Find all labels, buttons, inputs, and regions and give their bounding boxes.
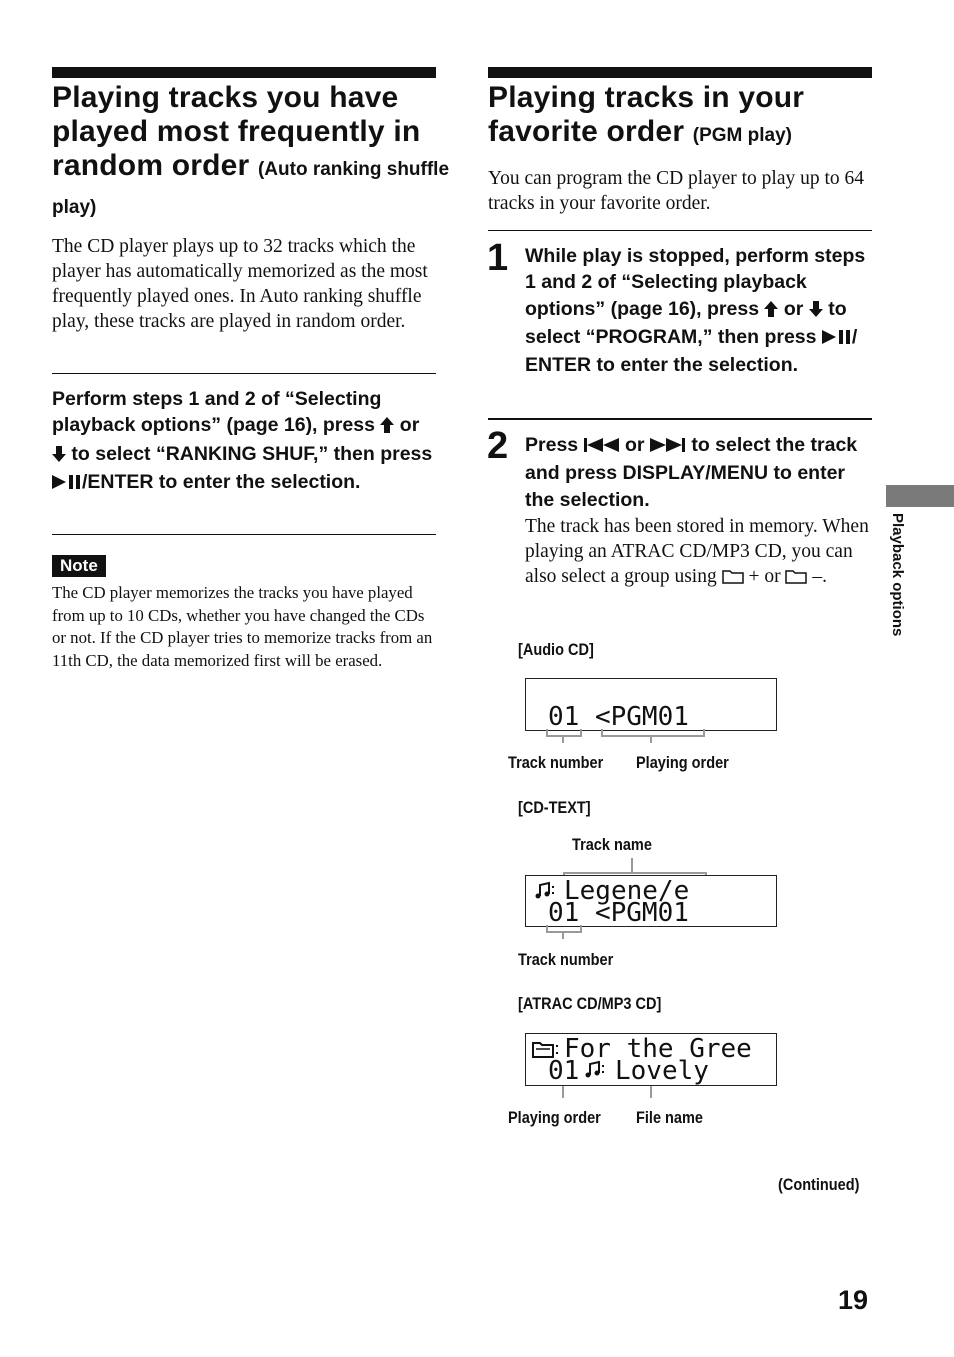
step-2-text (525, 432, 875, 513)
right-title-sub: (PGM play) (692, 125, 792, 146)
atrac-line-1: For the Gree (564, 1034, 752, 1064)
atrac-file-name-label: File name (636, 1109, 703, 1127)
down-arrow-icon (52, 443, 66, 469)
left-title-sub: (Auto ranking shuffle play) (52, 159, 450, 218)
cd-text-track-name-stem (631, 858, 633, 872)
cd-text-track-number-stem (562, 931, 564, 939)
audio-playing-order-bracket (601, 729, 705, 737)
cd-text-track-number-label: Track number (518, 951, 614, 969)
atrac-playing-order-stem (562, 1086, 564, 1098)
audio-track-number-label: Track number (508, 754, 604, 772)
note-text: The CD player memorizes the tracks you have played from up to 10 CDs, whether you have changed the CDs or not. If the CD player tries to memorize tracks from an 11th CD, the data memorized first will be erased. (52, 583, 433, 670)
left-rule-bottom (52, 534, 436, 535)
step-1-part3: to select “PROGRAM,” then press (525, 297, 847, 348)
step-2-body1: The track has been stored in memory. When playing an ATRAC CD/MP3 CD, you can also select a group using (525, 516, 869, 587)
folder-icon (722, 566, 744, 591)
down-arrow-icon (809, 298, 823, 324)
audio-playing-order-label: Playing order (636, 754, 729, 772)
previous-track-icon (584, 434, 620, 460)
cd-text-line-1: Legene/e (564, 876, 690, 906)
page-number: 19 (838, 1285, 869, 1315)
folder-icon (785, 566, 807, 591)
cd-text-display (525, 875, 777, 927)
audio-cd-line-1: 01 <PGM01 (548, 702, 689, 732)
step-2-body3: –. (807, 566, 827, 587)
left-instruction-part2: or (394, 414, 420, 437)
left-instruction (52, 386, 436, 497)
right-rule-2 (488, 418, 872, 420)
step-2-part3: to select the track and press DISPLAY/MENU to enter the selection. (525, 434, 858, 511)
atrac-line-2-number: 01 (548, 1056, 580, 1086)
left-instruction-part1: Perform steps 1 and 2 of “Selecting playback options” (page 16), press (52, 388, 382, 437)
right-intro: You can program the CD player to play up to 64 tracks in your favorite order. (488, 168, 865, 214)
continued-label: (Continued) (778, 1176, 860, 1194)
step-1-part2: or (778, 297, 809, 320)
audio-cd-display (525, 678, 777, 731)
right-title-bar (488, 67, 872, 78)
audio-cd-heading: [Audio CD] (518, 641, 594, 659)
left-instruction-part4: /ENTER to enter the selection. (82, 470, 361, 493)
right-section-title (488, 81, 888, 153)
left-instruction-part3: to select “RANKING SHUF,” then press (66, 442, 433, 465)
step-2-body2: + or (743, 566, 786, 587)
atrac-display (525, 1033, 777, 1086)
step-2-body (525, 514, 870, 591)
left-title-bar (52, 67, 436, 78)
step-2-part1: Press (525, 434, 584, 456)
step-1-number: 1 (487, 237, 509, 279)
step-2-part2: or (619, 434, 650, 456)
left-title-main: Playing tracks you have played most frequently in random order (52, 81, 421, 182)
step-2-number: 2 (487, 425, 509, 467)
audio-track-number-bracket (546, 729, 582, 737)
up-arrow-icon (764, 298, 778, 324)
cd-text-heading: [CD-TEXT] (518, 799, 591, 817)
cd-text-track-name-label: Track name (572, 836, 652, 854)
play-pause-icon (52, 471, 82, 497)
note-badge: Note (52, 555, 106, 577)
left-rule-top (52, 373, 436, 374)
side-tab-label: Playback options (889, 513, 906, 637)
right-rule-1 (488, 230, 872, 231)
audio-playing-order-stem (650, 735, 652, 743)
step-1-text (525, 243, 875, 378)
music-note-icon (584, 1060, 606, 1085)
step-1-part1: While play is stopped, perform steps 1 and 2 of “Selecting playback options” (page 16), press (525, 245, 866, 320)
side-tab-marker (886, 485, 954, 507)
play-pause-icon (822, 326, 852, 352)
up-arrow-icon (380, 414, 394, 440)
atrac-playing-order-label: Playing order (508, 1109, 601, 1127)
left-intro: The CD player plays up to 32 tracks which the player has automatically memorized as the most frequently played ones. In Auto ranking shuffle play, these tracks are played in random order. (52, 236, 428, 332)
atrac-line-2-name: Lovely (615, 1056, 709, 1086)
right-title-main: Playing tracks in your favorite order (488, 81, 805, 148)
atrac-heading: [ATRAC CD/MP3 CD] (518, 995, 662, 1013)
left-section-title (52, 81, 452, 225)
audio-track-number-stem (562, 735, 564, 743)
step-1-part4: / ENTER to enter the selection. (525, 325, 858, 377)
atrac-file-name-stem (650, 1086, 652, 1098)
cd-text-line-2: 01 <PGM01 (548, 898, 689, 928)
cd-text-track-number-bracket (546, 925, 582, 933)
next-track-icon (650, 434, 686, 460)
